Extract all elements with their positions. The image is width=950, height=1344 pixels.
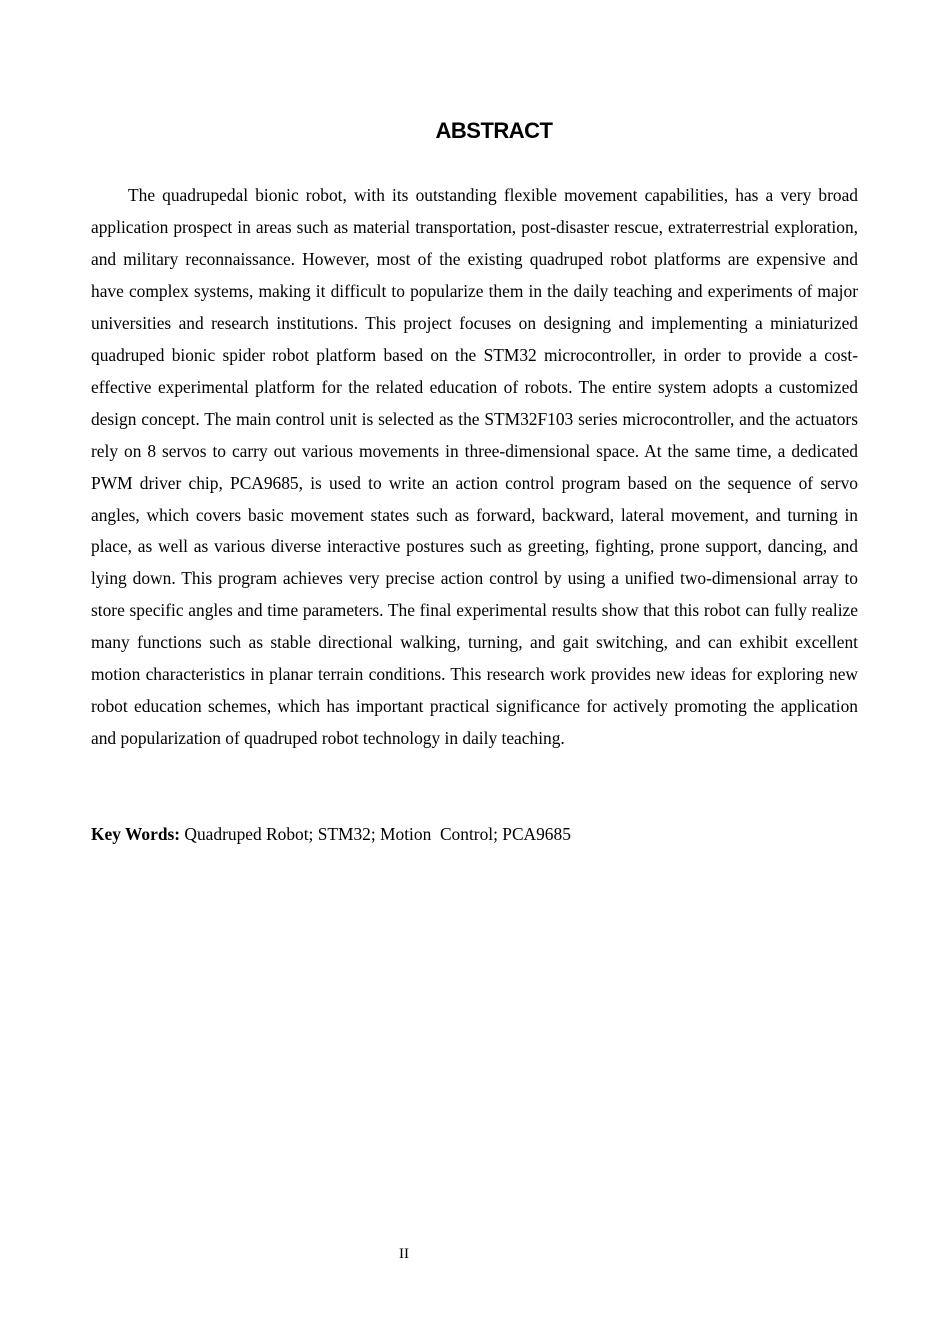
keywords-label: Key Words: [91, 824, 181, 844]
abstract-paragraph: The quadrupedal bionic robot, with its outstanding flexible movement capabilities, has a very broad application prospect in areas such as material transportation, post-disaster rescue, extraterrestrial exploration, and military reconnaissance. However, most of the existing quadruped robot platforms are expensive and have complex systems, making it difficult to popularize them in the daily teaching and experiments of major universities and research institutions. This project focuses on designing and implementing a miniaturized quadruped bionic spider robot platform based on the STM32 microcontroller, in order to provide a cost-effective experimental platform for the related education of robots. The entire system adopts a customized design concept. The main control unit is selected as the STM32F103 series microcontroller, and the actuators rely on 8 servos to carry out various movements in three-dimensional space. At the same time, a dedicated PWM driver chip, PCA9685, is used to write an action control program based on the sequence of servo angles, which covers basic movement states such as forward, backward, lateral movement, and turning in place, as well as various diverse interactive postures such as greeting, fighting, prone support, dancing, and lying down. This program achieves very precise action control by using a unified two-dimensional array to store specific angles and time parameters. The final experimental results show that this robot can fully realize many functions such as stable directional walking, turning, and gait switching, and can exhibit excellent motion characteristics in planar terrain conditions. This research work provides new ideas for exploring new robot education schemes, which has important practical significance for actively promoting the application and popularization of quadruped robot technology in daily teaching. [91, 185, 858, 749]
abstract-title: ABSTRACT [435, 118, 553, 143]
keywords-value: Quadruped Robot; STM32; Motion Control; PCA9685 [180, 824, 571, 844]
page-number: II [399, 1246, 409, 1262]
keywords-line [91, 819, 858, 851]
